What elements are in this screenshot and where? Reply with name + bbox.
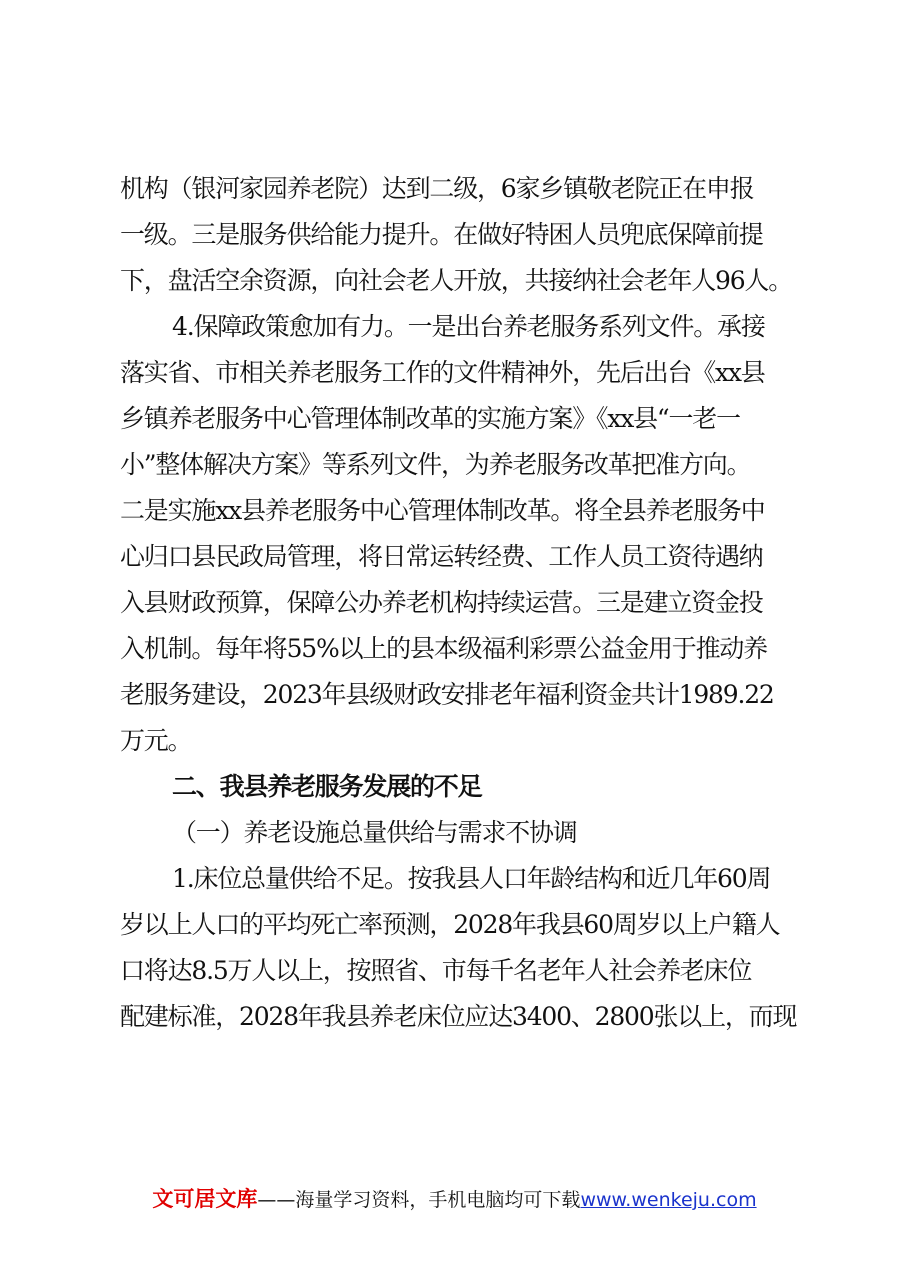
footer-separator: —— [257,1189,296,1211]
text-line: 心归口县民政局管理，将日常运转经费、工作人员工资待遇纳 [120,542,763,571]
text-line: 入县财政预算，保障公办养老机构持续运营。三是建立资金投 [120,588,763,617]
text-line: 乡镇养老服务中心管理体制改革的实施方案》《xx县“一老一 [120,404,740,433]
text-line: 口将达8.5万人以上，按照省、市每千名老年人社会养老床位 [120,956,752,985]
footer-tagline: 海量学习资料，手机电脑均可下载 [295,1189,581,1211]
text-line: 机构（银河家园养老院）达到二级，6家乡镇敬老院正在申报 [120,174,754,203]
document-body [120,166,800,1040]
section-heading: 二、我县养老服务发展的不足 [172,772,482,801]
text-line: 1.床位总量供给不足。按我县人口年龄结构和近几年60周 [172,864,771,893]
text-line: 下，盘活空余资源，向社会老人开放，共接纳社会老年人96人。 [120,266,793,295]
brand-name: 文可居文库 [152,1187,258,1211]
text-line: 一级。三是服务供给能力提升。在做好特困人员兜底保障前提 [120,220,763,249]
text-line: 落实省、市相关养老服务工作的文件精神外，先后出台《xx县 [120,358,765,387]
text-line: 老服务建设，2023年县级财政安排老年福利资金共计1989.22 [120,680,774,709]
text-line: 入机制。每年将55%以上的县本级福利彩票公益金用于推动养 [120,634,767,663]
text-line: 岁以上人口的平均死亡率预测，2028年我县60周岁以上户籍人 [120,910,780,939]
text-line: 配建标准，2028年我县养老床位应达3400、2800张以上，而现 [120,1002,797,1031]
text-line: 小”整体解决方案》等系列文件，为养老服务改革把准方向。 [120,450,751,479]
subsection-heading: （一）养老设施总量供给与需求不协调 [172,818,577,847]
footer-banner [0,1183,909,1213]
text-line: 二是实施xx县养老服务中心管理体制改革。将全县养老服务中 [120,496,765,525]
website-link[interactable]: www.wenkeju.com [580,1189,757,1211]
text-line: 4.保障政策愈加有力。一是出台养老服务系列文件。承接 [172,312,765,341]
text-line: 万元。 [120,726,192,755]
